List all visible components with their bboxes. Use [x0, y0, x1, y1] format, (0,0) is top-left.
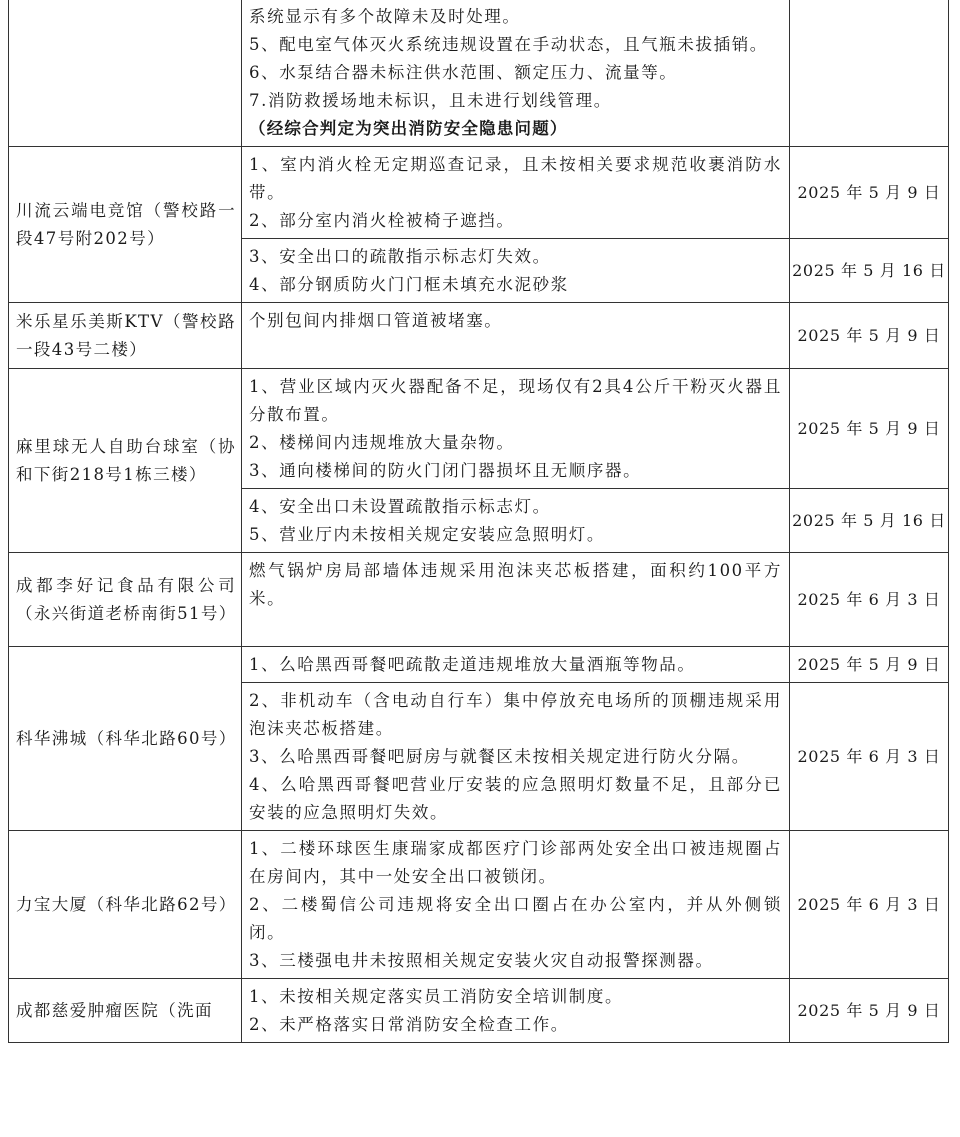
- verdict-text: （经综合判定为突出消防安全隐患问题）: [249, 119, 568, 138]
- issues-cell: [242, 239, 790, 303]
- issue-line: 4、部分钢质防火门门框未填充水泥砂浆: [249, 275, 569, 294]
- issues-cell: [242, 147, 790, 239]
- place-cell: [9, 0, 242, 147]
- issue-line: 1、营业区域内灭火器配备不足，现场仅有2具4公斤干粉灭火器且分散布置。: [249, 377, 782, 424]
- table-row: [9, 647, 949, 683]
- issue-line: 6、水泵结合器未标注供水范围、额定压力、流量等。: [249, 63, 678, 82]
- place-cell: 力宝大厦（科华北路62号）: [9, 831, 242, 979]
- place-cell: 川流云端电竞馆（警校路一段47号附202号）: [9, 147, 242, 303]
- issue-line: 1、么哈黑西哥餐吧疏散走道违规堆放大量酒瓶等物品。: [249, 655, 696, 674]
- place-cell: 成都李好记食品有限公司（永兴街道老桥南街51号）: [9, 553, 242, 647]
- issues-cell: [242, 979, 790, 1043]
- issues-cell: [242, 831, 790, 979]
- issues-cell: [242, 303, 790, 369]
- issues-cell: [242, 489, 790, 553]
- issue-line: 5、配电室气体灭火系统违规设置在手动状态，且气瓶未拔插销。: [249, 35, 768, 54]
- issues-cell: [242, 0, 790, 147]
- issue-line: 2、部分室内消火栓被椅子遮挡。: [249, 211, 515, 230]
- issue-line: 2、二楼蜀信公司违规将安全出口圈占在办公室内，并从外侧锁闭。: [249, 895, 782, 942]
- deadline-cell: 2025 年 5 月 16 日: [790, 489, 949, 553]
- issue-line: 2、未严格落实日常消防安全检查工作。: [249, 1015, 569, 1034]
- issue-line: 1、未按相关规定落实员工消防安全培训制度。: [249, 987, 624, 1006]
- table-row: [9, 979, 949, 1043]
- place-cell: 科华沸城（科华北路60号）: [9, 647, 242, 831]
- deadline-cell: 2025 年 5 月 9 日: [790, 147, 949, 239]
- issue-line: 系统显示有多个故障未及时处理。: [249, 7, 521, 26]
- issues-cell: [242, 683, 790, 831]
- place-cell: 麻里球无人自助台球室（协和下街218号1栋三楼）: [9, 369, 242, 553]
- issue-line: 3、通向楼梯间的防火门闭门器损坏且无顺序器。: [249, 461, 642, 480]
- issue-line: 3、安全出口的疏散指示标志灯失效。: [249, 247, 551, 266]
- issue-line: 4、安全出口未设置疏散指示标志灯。: [249, 497, 551, 516]
- table-row: [9, 553, 949, 647]
- deadline-cell: 2025 年 6 月 3 日: [790, 553, 949, 647]
- issues-cell: [242, 553, 790, 647]
- deadline-cell: [790, 0, 949, 147]
- issue-line: 1、室内消火栓无定期巡查记录，且未按相关要求规范收裹消防水带。: [249, 155, 782, 202]
- deadline-cell: 2025 年 5 月 16 日: [790, 239, 949, 303]
- place-cell: 米乐星乐美斯KTV（警校路一段43号二楼）: [9, 303, 242, 369]
- issue-line: 3、三楼强电井未按照相关规定安装火灾自动报警探测器。: [249, 951, 714, 970]
- issue-line: 7.消防救援场地未标识，且未进行划线管理。: [249, 91, 612, 110]
- issue-line: 4、么哈黑西哥餐吧营业厅安装的应急照明灯数量不足，且部分已安装的应急照明灯失效。: [249, 775, 782, 822]
- deadline-cell: 2025 年 5 月 9 日: [790, 647, 949, 683]
- issue-line: 2、非机动车（含电动自行车）集中停放充电场所的顶棚违规采用泡沫夹芯板搭建。: [249, 691, 782, 738]
- deadline-cell: 2025 年 6 月 3 日: [790, 683, 949, 831]
- issue-line: 1、二楼环球医生康瑞家成都医疗门诊部两处安全出口被违规圈占在房间内，其中一处安全出口被锁闭。: [249, 839, 782, 886]
- table-row: [9, 831, 949, 979]
- issue-line: 2、楼梯间内违规堆放大量杂物。: [249, 433, 515, 452]
- issues-cell: [242, 647, 790, 683]
- issue-line: 燃气锅炉房局部墙体违规采用泡沫夹芯板搭建，面积约100平方米。: [249, 561, 782, 608]
- issues-cell: [242, 369, 790, 489]
- issue-line: 5、营业厅内未按相关规定安装应急照明灯。: [249, 525, 605, 544]
- deadline-cell: 2025 年 5 月 9 日: [790, 303, 949, 369]
- hazard-table: [8, 0, 949, 1043]
- table-row: [9, 303, 949, 369]
- issue-line: 个别包间内排烟口管道被堵塞。: [249, 311, 503, 330]
- deadline-cell: 2025 年 5 月 9 日: [790, 979, 949, 1043]
- table-row: [9, 147, 949, 239]
- place-cell: 成都慈爱肿瘤医院（洗面: [9, 979, 242, 1043]
- table-row: [9, 0, 949, 147]
- deadline-cell: 2025 年 5 月 9 日: [790, 369, 949, 489]
- table-row: [9, 369, 949, 489]
- deadline-cell: 2025 年 6 月 3 日: [790, 831, 949, 979]
- issue-line: 3、么哈黑西哥餐吧厨房与就餐区未按相关规定进行防火分隔。: [249, 747, 750, 766]
